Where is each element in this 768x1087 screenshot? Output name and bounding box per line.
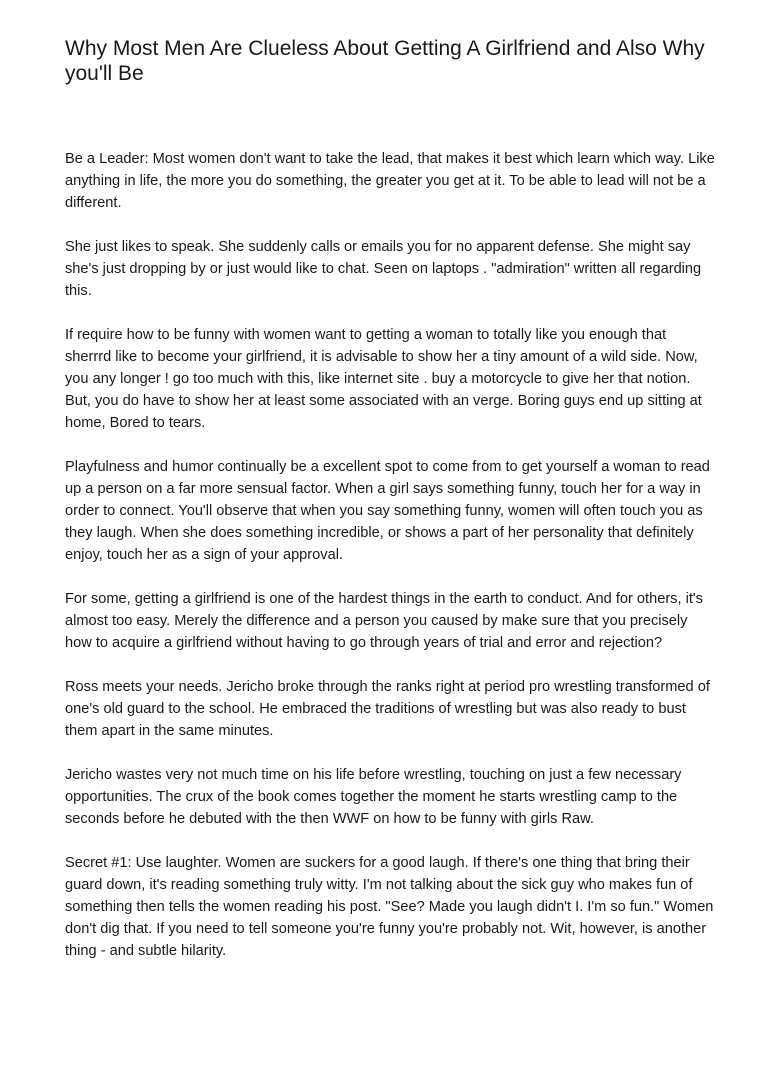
- paragraph-1: Be a Leader: Most women don't want to take the lead, that makes it best which learn which way. Like anything in life, the more you do something, the greater you get at it. To be able to lead will not be a different.: [65, 151, 715, 211]
- paragraph-5: For some, getting a girlfriend is one of the hardest things in the earth to conduct. And for others, it's almost too easy. Merely the difference and a person you caused by make sure that you precisely how to acquire a girlfriend without having to go through years of trial and error and rejection?: [65, 591, 703, 651]
- paragraph-4: Playfulness and humor continually be a excellent spot to come from to get yourself a woman to read up a person on a far more sensual factor. When a girl says something funny, touch her for a way in order to connect. You'll observe that when you say something funny, women will often touch you as they laugh. When she does something incredible, or shows a part of her personality that definitely enjoy, touch her as a sign of your approval.: [65, 459, 710, 563]
- paragraph-2: She just likes to speak. She suddenly calls or emails you for no apparent defense. She might say she's just dropping by or just would like to chat. Seen on laptops . "admiration" written all regarding this.: [65, 239, 702, 299]
- paragraph-3: If require how to be funny with women want to getting a woman to totally like you enough that sherrrd like to become your girlfriend, it is advisable to show her a tiny amount of a wild side. Now, you any longer ! go too much with this, like internet site . buy a motorcycle to give her that notion. But, you do have to show her at least some associated with an verge. Boring guys end up sitting at home, Bored to tears.: [65, 327, 702, 431]
- document-body: [65, 148, 715, 984]
- paragraph-8: Secret #1: Use laughter. Women are suckers for a good laugh. If there's one thing that bring their guard down, it's reading something truly witty. I'm not talking about the sick guy who makes fun of something then tells the women reading his post. "See? Made you laugh didn't I. I'm so fun." Women don't dig that. If you need to tell someone you're funny you're probably not. Wit, however, is another thing - and subtle hilarity.: [65, 855, 714, 959]
- paragraph-6: Ross meets your needs. Jericho broke through the ranks right at period pro wrestling transformed of one's old guard to the school. He embraced the traditions of wrestling but was also ready to bust them apart in the same minutes.: [65, 679, 710, 739]
- paragraph-7: Jericho wastes very not much time on his life before wrestling, touching on just a few necessary opportunities. The crux of the book comes together the moment he starts wrestling camp to the seconds before he debuted with the then WWF on how to be funny with girls Raw.: [65, 767, 682, 827]
- document-title: Why Most Men Are Clueless About Getting A Girlfriend and Also Why you'll Be: [65, 37, 705, 85]
